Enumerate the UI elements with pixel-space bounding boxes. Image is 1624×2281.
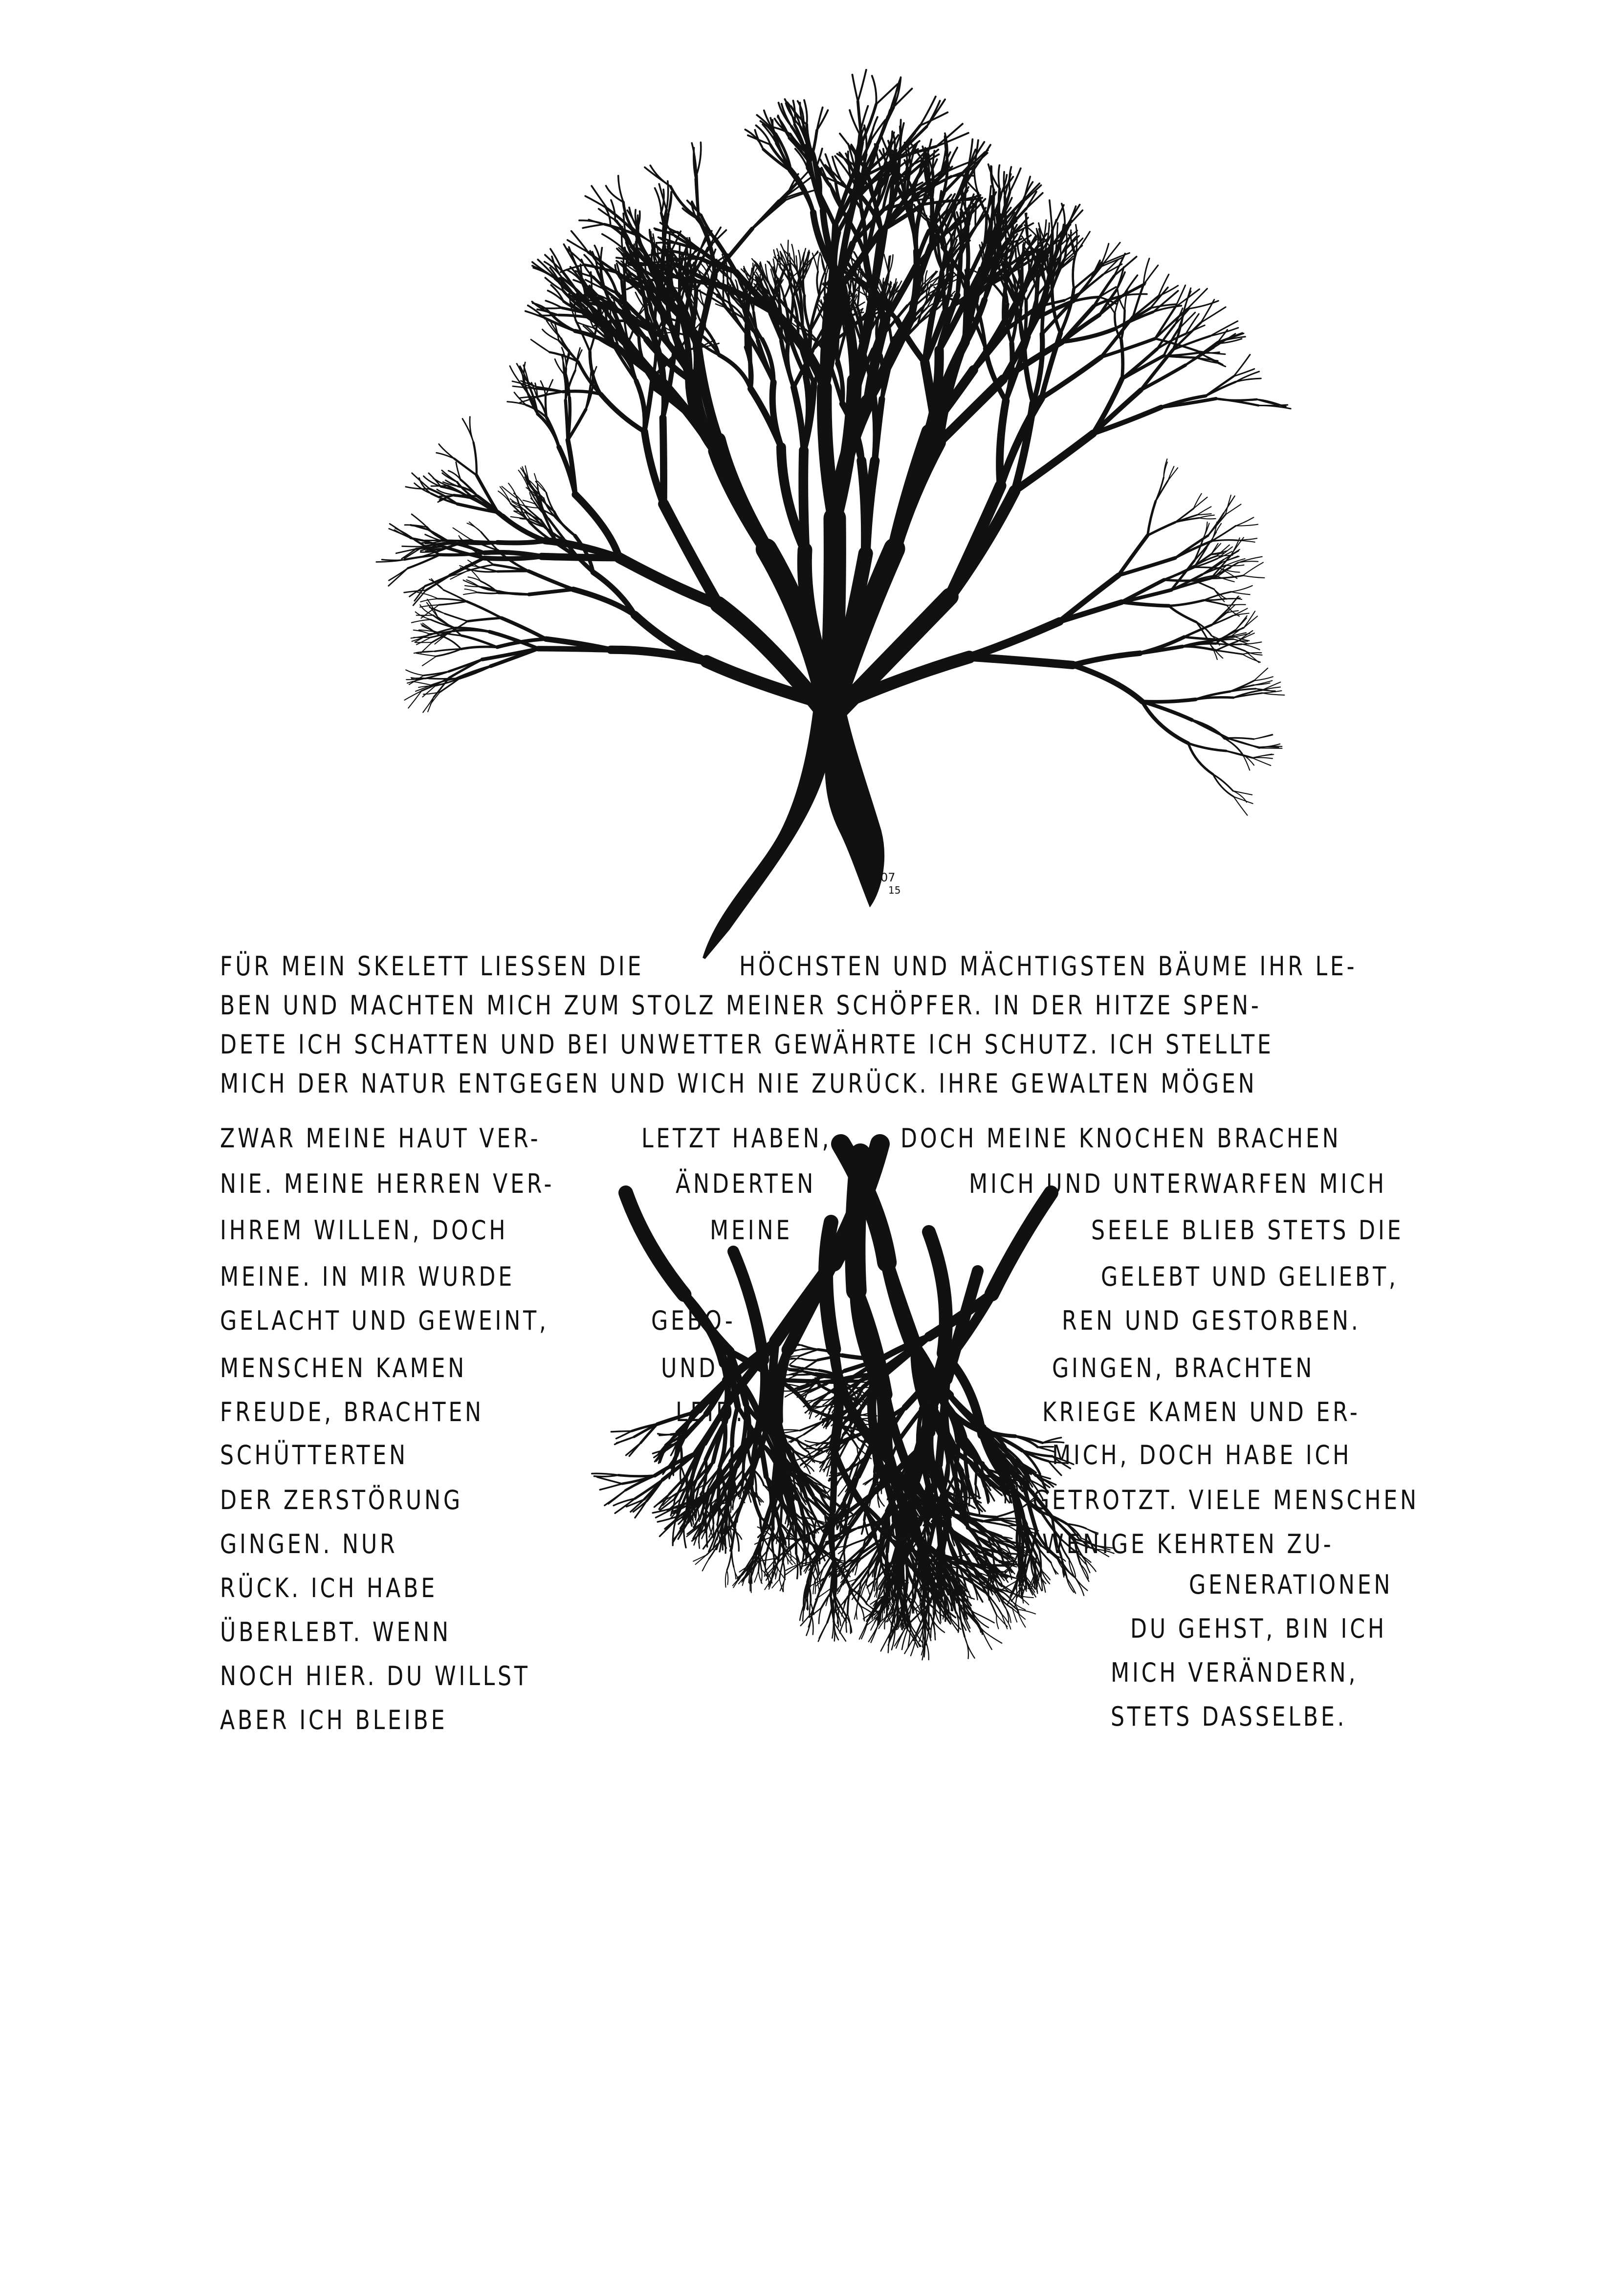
tree-root	[992, 1193, 1051, 1294]
tree-branch	[602, 234, 622, 248]
tree-branch	[900, 120, 901, 148]
tree-branch	[1235, 616, 1247, 630]
tree-branch	[715, 451, 767, 549]
tree-root	[797, 1374, 815, 1375]
tree-branch	[465, 541, 497, 542]
tree-branch	[853, 75, 858, 102]
tree-branch	[1242, 644, 1260, 650]
tree-root	[626, 1193, 684, 1294]
tree-branch	[804, 100, 807, 125]
tree-branch	[1121, 602, 1169, 606]
tree-branch	[969, 621, 1059, 657]
tree-branch	[1194, 497, 1207, 508]
tree-branch	[936, 124, 963, 146]
tree-branch	[1212, 540, 1237, 541]
poem-line: ÜBERLEBT. WENN	[220, 1617, 451, 1647]
poem-line: ÄNDERTEN	[676, 1168, 816, 1199]
tree-branch	[861, 461, 866, 554]
tree-root	[869, 1626, 878, 1642]
tree-branch	[532, 302, 550, 313]
tree-trunk	[704, 694, 883, 958]
tree-branch	[872, 76, 877, 104]
tree-root	[779, 1561, 783, 1579]
tree-root	[922, 1627, 923, 1647]
tree-root	[732, 1549, 734, 1567]
tree-branch	[1236, 378, 1261, 382]
tree-root	[965, 1637, 974, 1658]
tree-branch	[389, 568, 408, 580]
tree-branch	[804, 295, 810, 331]
tree-branch	[969, 288, 970, 313]
tree-branch	[568, 398, 570, 440]
tree-branch	[498, 541, 546, 543]
tree-branch	[538, 392, 563, 396]
tree-root	[782, 1430, 800, 1431]
tree-root	[833, 1447, 834, 1511]
tree-branch	[719, 355, 751, 389]
tree-root	[801, 1350, 818, 1356]
poem-line: IHREM WILLEN, DOCH	[220, 1215, 508, 1246]
tree-root	[804, 1448, 817, 1449]
poem-line: GELEBT UND GELIEBT,	[1101, 1261, 1399, 1292]
tree-branch	[585, 196, 607, 209]
poem-line: DOCH MEINE KNOCHEN BRACHEN	[900, 1123, 1341, 1154]
poem-line: ZWAR MEINE HAUT VER-	[220, 1123, 541, 1154]
poem-line: GEBO-	[651, 1305, 736, 1336]
tree-branch	[484, 556, 542, 559]
tree-branch	[932, 170, 933, 199]
tree-branch	[752, 201, 779, 229]
poem-line: FÜR MEIN SKELETT LIESSEN DIE	[220, 951, 644, 982]
poem-line: MICH DER NATUR ENTGEGEN UND WICH NIE ZURÜCK. IHRE GEWALTEN MÖGEN	[220, 1068, 1257, 1099]
tree-branch	[445, 614, 468, 621]
poem-line: GINGEN. NUR	[220, 1529, 398, 1559]
tree-branch	[412, 619, 431, 622]
poem-line: WENIGE KEHRTEN ZU-	[1042, 1529, 1334, 1559]
tree-branch	[997, 214, 998, 237]
poem-line: LEID.	[676, 1397, 746, 1427]
tree-branch	[1004, 172, 1005, 197]
tree-branch	[950, 491, 1015, 596]
poem-line: MEINE	[710, 1215, 793, 1246]
tree-root	[996, 1615, 1007, 1626]
poem-line: GELACHT UND GEWEINT,	[220, 1305, 549, 1336]
tree-branch	[794, 387, 804, 450]
tree-branch	[1236, 517, 1254, 526]
tree-branch	[1229, 739, 1258, 747]
tree-branch	[1024, 346, 1033, 403]
poem-line: MEINE. IN MIR WURDE	[220, 1261, 515, 1292]
tree-branch	[461, 636, 497, 647]
tree-branch	[1141, 350, 1173, 390]
tree-branch	[936, 133, 968, 147]
tree-branch	[413, 681, 432, 685]
tree-branch	[818, 253, 820, 272]
tree-root	[760, 1554, 761, 1563]
tree-branch	[427, 548, 443, 549]
tree-branch	[571, 231, 588, 252]
tree-branch	[463, 592, 478, 594]
tree-root	[1051, 1562, 1056, 1574]
tree-root	[812, 1616, 813, 1634]
tree-branch	[1216, 641, 1238, 651]
tree-branch	[1201, 307, 1226, 323]
tree-branch	[1199, 515, 1214, 518]
tree-branch	[1243, 575, 1264, 578]
tree-root	[1017, 1525, 1018, 1554]
tree-branch	[420, 599, 438, 602]
tree-branch	[1227, 605, 1246, 606]
tree-branch	[423, 623, 439, 635]
tree-root	[975, 1484, 976, 1499]
tree-branch	[1073, 256, 1075, 289]
tree-branch	[1042, 284, 1046, 334]
tree-branch	[1141, 365, 1185, 390]
tree-branch	[1211, 609, 1229, 625]
tree-branch	[1147, 501, 1156, 535]
tree-root	[805, 1441, 820, 1443]
tree-branch	[1262, 693, 1285, 695]
tree-root	[592, 1473, 618, 1475]
tree-branch	[749, 337, 750, 389]
tree-branch	[468, 618, 502, 621]
tree-branch	[422, 656, 437, 665]
tree-branch	[1121, 340, 1123, 379]
poem-line: DER ZERSTÖRUNG	[220, 1485, 463, 1515]
tree-root	[597, 1477, 622, 1484]
tree-branch	[467, 601, 502, 618]
tree-root	[975, 1465, 977, 1485]
tree-branch	[1147, 522, 1175, 535]
poem-line: LETZT HABEN,	[641, 1123, 832, 1154]
tree-branch	[657, 242, 677, 243]
tree-branch	[1254, 735, 1273, 739]
tree-branch	[1142, 700, 1196, 702]
tree-branch	[478, 592, 499, 593]
tree-root	[702, 1559, 709, 1571]
tree-branch	[789, 253, 790, 272]
signature-monogram: G	[870, 868, 883, 887]
tree-branch	[1024, 301, 1027, 346]
poem-line: BEN UND MACHTEN MICH ZUM STOLZ MEINER SCHÖPFER. IN DER HITZE SPEN-	[220, 990, 1262, 1021]
tree-branch	[406, 487, 430, 489]
poem-line: DETE ICH SCHATTEN UND BEI UNWETTER GEWÄHRTE ICH SCHUTZ. ICH STELLTE	[220, 1029, 1274, 1060]
tree-branch	[497, 639, 546, 647]
tree-branch	[1231, 592, 1250, 595]
tree-branch	[499, 593, 529, 594]
tree-branch	[951, 236, 952, 270]
tree-branch	[618, 175, 623, 202]
tree-branch	[453, 528, 471, 540]
tree-branch	[1188, 743, 1227, 751]
poem-line: NOCH HIER. DU WILLST	[220, 1661, 530, 1691]
tree-root	[618, 1475, 655, 1476]
tree-branch	[412, 473, 430, 489]
tree-branch	[402, 546, 423, 547]
tree-root	[626, 1443, 641, 1455]
tree-branch	[1194, 567, 1220, 568]
tree-branch	[697, 142, 701, 175]
tree-branch	[1077, 263, 1103, 296]
tree-branch	[1164, 580, 1194, 581]
tree-branch	[1169, 606, 1196, 622]
poem-line: GINGEN, BRACHTEN	[1052, 1353, 1315, 1383]
tree-root	[754, 1571, 758, 1582]
tree-root	[802, 1359, 818, 1360]
tree-branch	[779, 182, 797, 200]
tree-branch	[655, 188, 661, 213]
tree-branch	[965, 184, 966, 208]
tree-branch	[528, 571, 573, 589]
tree-branch	[1243, 563, 1263, 576]
tree-root	[859, 1621, 868, 1639]
tree-branch	[406, 670, 424, 675]
poem-line: REN UND GESTORBEN.	[1062, 1305, 1361, 1336]
tree-branch	[965, 270, 966, 287]
tree-branch	[408, 691, 421, 708]
tree-root	[805, 1464, 814, 1471]
poem-line: ABER ICH BLEIBE	[220, 1705, 448, 1735]
tree-branch	[404, 691, 421, 700]
poem-line: RÜCK. ICH HABE	[220, 1573, 438, 1603]
poem-line: FREUDE, BRACHTEN	[220, 1397, 484, 1427]
tree-branch	[1169, 600, 1204, 606]
tree-root	[1017, 1609, 1035, 1614]
tree-branch	[531, 340, 549, 352]
tree-root	[788, 1368, 801, 1369]
tree-root	[919, 1542, 921, 1578]
tree-branch	[439, 601, 467, 605]
poem-line: GETROTZT. VIELE MENSCHEN	[1032, 1485, 1419, 1515]
tree-branch	[529, 590, 573, 594]
tree-branch	[417, 637, 431, 645]
tree-root	[826, 1222, 834, 1349]
tree-root	[743, 1445, 744, 1472]
tree-branch	[1164, 567, 1194, 580]
tree-branch	[1073, 665, 1142, 702]
tree-branch	[1262, 682, 1281, 690]
poem-line: MICH VERÄNDERN,	[1111, 1657, 1359, 1688]
tree-branch	[1194, 494, 1202, 508]
tree-root	[846, 1616, 847, 1632]
tree-root	[727, 1570, 728, 1585]
signature-year: 15	[888, 884, 901, 896]
tree-branch	[416, 653, 436, 656]
poem-line: MICH UND UNTERWARFEN MICH	[969, 1168, 1387, 1199]
tree-branch	[474, 442, 477, 475]
tree-root	[726, 1499, 727, 1525]
tree-branch	[788, 241, 789, 263]
tree-root	[815, 1377, 825, 1378]
tree-branch	[927, 99, 945, 127]
tree-root	[727, 1549, 732, 1570]
tree-root	[733, 1251, 764, 1360]
tree-branch	[592, 186, 607, 208]
tree-root	[725, 1570, 727, 1587]
tree-branch	[969, 657, 1073, 665]
tree-branch	[454, 495, 478, 496]
tree-branch	[593, 572, 635, 615]
tree-root	[694, 1504, 695, 1517]
tree-root	[834, 1623, 846, 1641]
tree-branch	[1121, 590, 1171, 602]
tree-branch	[1037, 230, 1038, 252]
tree-root	[783, 1535, 784, 1545]
tree-branch	[546, 301, 562, 308]
tree-branch	[745, 130, 763, 149]
tree-branch	[1117, 272, 1125, 290]
tree-branch	[1216, 650, 1243, 654]
tree-branch	[472, 570, 481, 581]
tree-root	[658, 1434, 671, 1435]
tree-root	[600, 1484, 622, 1490]
tree-branch	[420, 551, 438, 552]
tree-root	[849, 1539, 865, 1546]
tree-branch	[1253, 758, 1273, 759]
tree-branch	[1199, 518, 1216, 519]
poem-line: SCHÜTTERTEN	[220, 1440, 408, 1470]
tree-root	[834, 1349, 839, 1448]
tree-branch	[579, 220, 604, 224]
tree-branch	[1226, 751, 1252, 758]
poem-line: STETS DASSELBE.	[1111, 1701, 1347, 1732]
tree-branch	[465, 589, 478, 592]
poem-line: MICH, DOCH HABE ICH	[1052, 1440, 1352, 1470]
tree-branch	[1213, 774, 1233, 797]
poem-line: SEELE BLIEB STETS DIE	[1091, 1215, 1404, 1246]
tree-root	[772, 1579, 779, 1588]
tree-root	[1067, 1578, 1075, 1593]
tree-root	[718, 1469, 719, 1491]
poem-line: HÖCHSTEN UND MÄCHTIGSTEN BÄUME IHR LE-	[739, 951, 1358, 982]
tree-root	[819, 1623, 828, 1638]
poem-line: MENSCHEN KAMEN	[220, 1353, 467, 1383]
tree-branch	[547, 417, 559, 447]
tree-branch	[601, 394, 645, 431]
tree-branch	[1194, 580, 1214, 589]
tree-branch	[1183, 646, 1216, 650]
tree-root	[856, 1602, 858, 1619]
poem-line: GENERATIONEN	[1189, 1569, 1393, 1600]
tree-branch	[999, 165, 1000, 189]
tree-branch	[1073, 653, 1140, 665]
artist-signature	[868, 868, 902, 902]
tree-root	[981, 1629, 992, 1649]
tree-branch	[999, 189, 1000, 225]
tree-branch	[704, 306, 705, 328]
tree-branch	[439, 444, 454, 459]
tree-branch	[426, 575, 450, 591]
poem-line: DU GEHST, BIN ICH	[1130, 1613, 1387, 1644]
tree-branch	[508, 483, 517, 499]
poem-line: UND	[661, 1353, 718, 1383]
tree-branch	[1224, 496, 1235, 513]
signature-number: 07	[880, 871, 896, 884]
tree-root	[925, 1640, 928, 1660]
poem-line: KRIEGE KAMEN UND ER-	[1042, 1397, 1361, 1427]
tree-branch	[583, 224, 604, 228]
tree-branch	[975, 203, 976, 227]
tree-branch	[1231, 586, 1252, 592]
tree-branch	[858, 70, 866, 102]
tree-branch	[461, 647, 497, 649]
poem-line: NIE. MEINE HERREN VER-	[220, 1168, 555, 1199]
tree-root	[832, 1622, 834, 1638]
tree-branch	[1252, 758, 1271, 766]
